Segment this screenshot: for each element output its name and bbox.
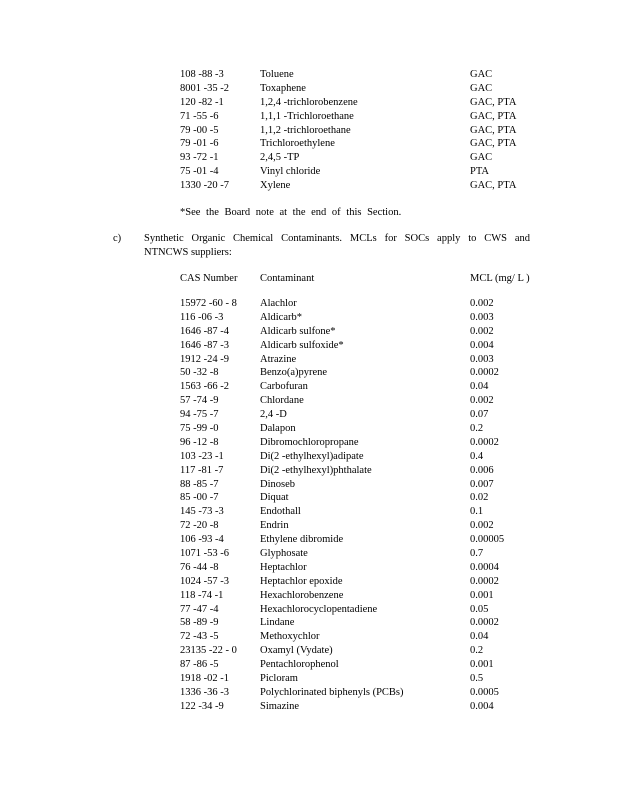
soc-row-name: 2,4 -D: [260, 409, 287, 421]
soc-row-name: Dinoseb: [260, 478, 295, 490]
treatment-row-method: GAC, PTA: [470, 110, 517, 122]
soc-row-name: Lindane: [260, 617, 295, 629]
soc-row-mcl: 0.002: [470, 520, 494, 532]
soc-row-name: Alachlor: [260, 298, 297, 309]
soc-row-name: Atrazine: [260, 353, 297, 365]
soc-row-cas: 72 -20 -8: [180, 520, 219, 532]
soc-row-cas: 106 -93 -4: [180, 534, 224, 546]
soc-row-name: Aldicarb*: [260, 311, 302, 323]
treatment-row-method: GAC: [470, 152, 493, 164]
board-note: *See the Board note at the end of this Section.: [180, 207, 402, 218]
treatment-row-name: Xylene: [260, 180, 291, 192]
soc-row-name: Dibromochloropropane: [260, 436, 359, 448]
treatment-row-cas: 1330 -20 -7: [180, 180, 229, 192]
soc-row-cas: 77 -47 -4: [180, 603, 219, 615]
treatment-row-cas: 79 -00 -5: [180, 124, 219, 136]
soc-row-mcl: 0.006: [470, 464, 494, 476]
treatment-row-name: Toxaphene: [260, 82, 306, 94]
soc-row-name: Picloram: [260, 673, 298, 685]
soc-row-mcl: 0.4: [470, 450, 484, 462]
soc-row-name: Simazine: [260, 700, 300, 712]
soc-row-name: Chlordane: [260, 395, 304, 407]
soc-row-name: Heptachlor epoxide: [260, 575, 343, 587]
soc-row-mcl: 0.004: [470, 339, 494, 351]
paragraph-label: c): [113, 233, 122, 244]
header-mcl: MCL (mg/ L ): [470, 273, 530, 284]
soc-row-mcl: 0.002: [470, 325, 494, 337]
header-contaminant: Contaminant: [260, 273, 315, 284]
soc-row-cas: 58 -89 -9: [180, 617, 219, 629]
soc-row-mcl: 0.7: [470, 548, 484, 560]
soc-row-cas: 57 -74 -9: [180, 395, 219, 407]
soc-row-cas: 1071 -53 -6: [180, 548, 229, 560]
soc-row-name: Methoxychlor: [260, 631, 320, 643]
soc-row-cas: 1646 -87 -3: [180, 339, 229, 351]
soc-paragraph: [144, 232, 530, 260]
soc-row-cas: 94 -75 -7: [180, 409, 219, 421]
soc-row-name: Pentachlorophenol: [260, 659, 339, 671]
treatment-row-name: 2,4,5 -TP: [260, 152, 300, 164]
soc-row-mcl: 0.04: [470, 631, 489, 643]
soc-paragraph-line-2: NTNCWS suppliers:: [144, 246, 232, 258]
soc-row-cas: 87 -86 -5: [180, 659, 219, 671]
soc-row-cas: 1912 -24 -9: [180, 353, 229, 365]
treatment-row-cas: 108 -88 -3: [180, 69, 224, 80]
soc-row-cas: 50 -32 -8: [180, 367, 219, 379]
soc-row-name: Dalapon: [260, 423, 296, 435]
soc-row-mcl: 0.0002: [470, 617, 499, 629]
soc-row-cas: 1024 -57 -3: [180, 575, 229, 587]
soc-row-mcl: 0.0002: [470, 436, 499, 448]
treatment-row-cas: 79 -01 -6: [180, 138, 219, 150]
soc-row-mcl: 0.003: [470, 311, 494, 323]
soc-row-mcl: 0.0002: [470, 575, 499, 587]
soc-row-mcl: 0.5: [470, 673, 484, 685]
treatment-row-name: 1,2,4 -trichlorobenzene: [260, 96, 358, 108]
header-cas-number: CAS Number: [180, 273, 238, 284]
soc-row-name: Diquat: [260, 492, 289, 504]
treatment-row-method: GAC, PTA: [470, 180, 517, 192]
soc-row-mcl: 0.0004: [470, 561, 499, 573]
treatment-row-method: GAC, PTA: [470, 138, 517, 150]
soc-row-cas: 1646 -87 -4: [180, 325, 229, 337]
treatment-row-name: 1,1,2 -trichloroethane: [260, 124, 351, 136]
soc-row-mcl: 0.2: [470, 423, 484, 435]
soc-row-mcl: 0.002: [470, 395, 494, 407]
soc-row-name: Di(2 -ethylhexyl)phthalate: [260, 464, 372, 476]
treatment-row-name: Trichloroethylene: [260, 138, 335, 150]
treatment-row-method: GAC: [470, 69, 493, 80]
soc-row-mcl: 0.002: [470, 298, 494, 309]
soc-row-cas: 117 -81 -7: [180, 464, 224, 476]
soc-row-cas: 1563 -66 -2: [180, 381, 229, 393]
soc-row-cas: 23135 -22 - 0: [180, 645, 237, 657]
soc-row-mcl: 0.0002: [470, 367, 499, 379]
soc-row-mcl: 0.00005: [470, 534, 505, 546]
soc-row-mcl: 0.001: [470, 659, 494, 671]
soc-row-mcl: 0.02: [470, 492, 489, 504]
soc-row-cas: 85 -00 -7: [180, 492, 219, 504]
soc-row-mcl: 0.004: [470, 700, 494, 712]
soc-row-cas: 96 -12 -8: [180, 436, 219, 448]
soc-row-cas: 122 -34 -9: [180, 700, 224, 712]
soc-row-cas: 15972 -60 - 8: [180, 298, 237, 309]
soc-row-name: Di(2 -ethylhexyl)adipate: [260, 450, 364, 462]
soc-row-mcl: 0.003: [470, 353, 494, 365]
soc-row-name: Heptachlor: [260, 561, 307, 573]
soc-row-mcl: 0.2: [470, 645, 484, 657]
soc-row-cas: 72 -43 -5: [180, 631, 219, 643]
treatment-row-cas: 93 -72 -1: [180, 152, 219, 164]
soc-row-cas: 116 -06 -3: [180, 311, 224, 323]
soc-row-name: Polychlorinated biphenyls (PCBs): [260, 686, 404, 698]
soc-row-mcl: 0.1: [470, 506, 484, 518]
soc-row-cas: 118 -74 -1: [180, 589, 224, 601]
soc-row-mcl: 0.05: [470, 603, 489, 615]
treatment-row-method: GAC: [470, 82, 493, 94]
treatment-row-cas: 120 -82 -1: [180, 96, 224, 108]
treatment-row-name: 1,1,1 -Trichloroethane: [260, 110, 354, 122]
soc-paragraph-line-1: Synthetic Organic Chemical Contaminants. MCLs for SOCs apply to CWS and: [144, 233, 530, 244]
soc-row-name: Oxamyl (Vydate): [260, 645, 333, 657]
treatment-row-method: GAC, PTA: [470, 124, 517, 136]
soc-row-name: Aldicarb sulfone*: [260, 325, 336, 337]
soc-row-cas: 1336 -36 -3: [180, 686, 229, 698]
soc-row-cas: 88 -85 -7: [180, 478, 219, 490]
soc-row-name: Glyphosate: [260, 548, 308, 560]
treatment-row-method: GAC, PTA: [470, 96, 517, 108]
soc-row-name: Endothall: [260, 506, 301, 518]
soc-row-name: Aldicarb sulfoxide*: [260, 339, 344, 351]
soc-row-cas: 76 -44 -8: [180, 561, 219, 573]
treatment-row-name: Toluene: [260, 69, 294, 80]
soc-row-name: Endrin: [260, 520, 289, 532]
treatment-row-cas: 8001 -35 -2: [180, 82, 229, 94]
soc-row-mcl: 0.007: [470, 478, 494, 490]
soc-row-name: Hexachlorobenzene: [260, 589, 344, 601]
soc-row-mcl: 0.0005: [470, 686, 499, 698]
soc-row-cas: 1918 -02 -1: [180, 673, 229, 685]
soc-row-name: Hexachlorocyclopentadiene: [260, 603, 378, 615]
treatment-row-name: Vinyl chloride: [260, 166, 321, 178]
soc-row-mcl: 0.04: [470, 381, 489, 393]
treatment-row-cas: 71 -55 -6: [180, 110, 219, 122]
soc-row-mcl: 0.07: [470, 409, 489, 421]
treatment-row-method: PTA: [470, 166, 489, 178]
soc-row-cas: 145 -73 -3: [180, 506, 224, 518]
treatment-row-cas: 75 -01 -4: [180, 166, 219, 178]
soc-row-name: Benzo(a)pyrene: [260, 367, 328, 379]
soc-row-name: Ethylene dibromide: [260, 534, 344, 546]
soc-row-mcl: 0.001: [470, 589, 494, 601]
soc-row-cas: 103 -23 -1: [180, 450, 224, 462]
soc-row-cas: 75 -99 -0: [180, 423, 219, 435]
soc-row-name: Carbofuran: [260, 381, 308, 393]
